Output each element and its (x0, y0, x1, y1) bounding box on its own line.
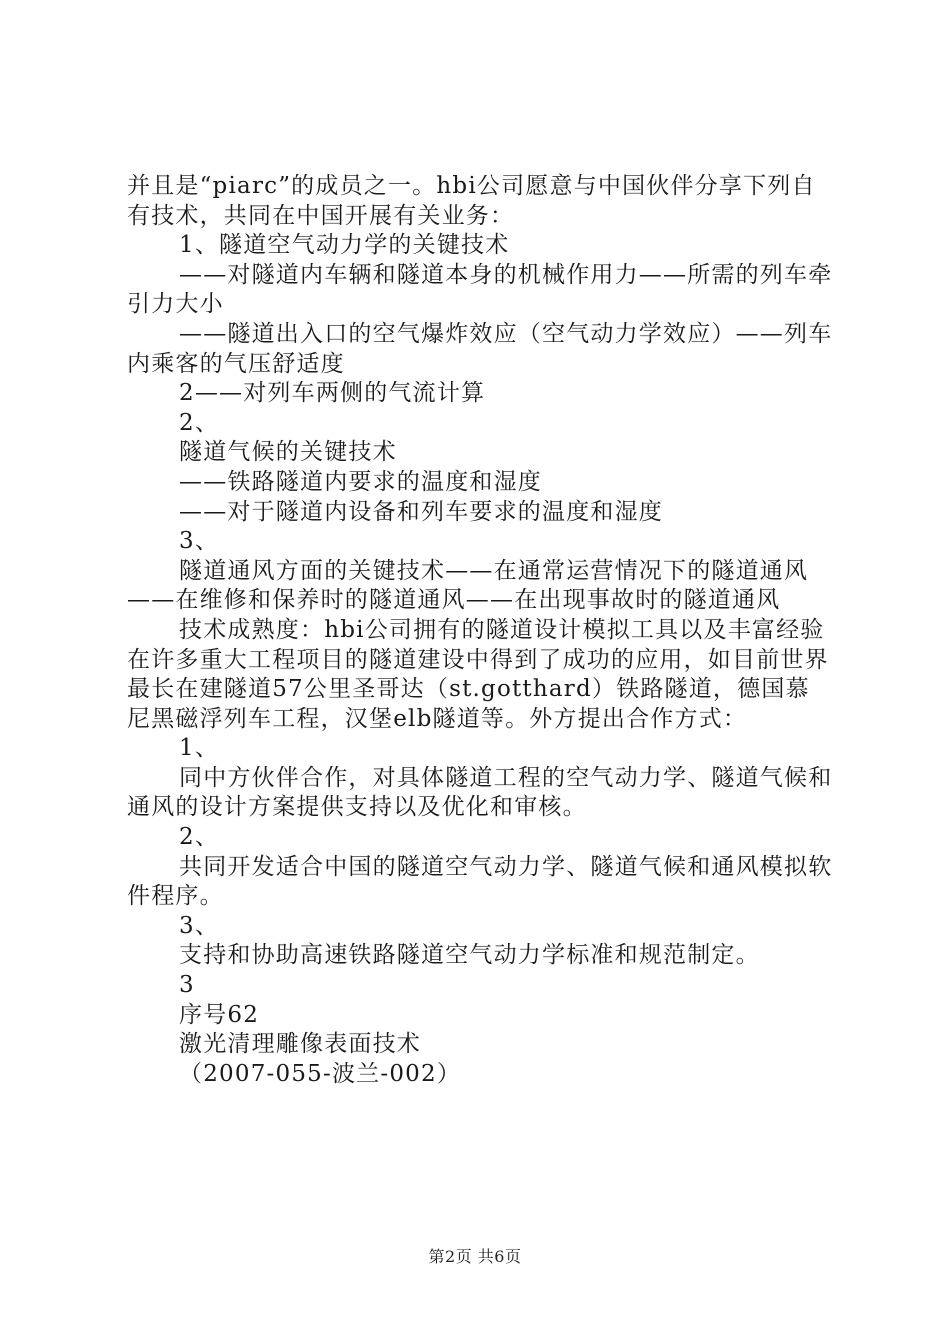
paragraph: 2——对列车两侧的气流计算 (179, 380, 486, 407)
item-number: 3 (179, 972, 195, 999)
list-number: 3、 (179, 528, 220, 555)
paragraph: 技术成熟度：hbi公司拥有的隧道设计模拟工具以及丰富经验在许多重大工程项目的隧道建设中得到了成功的应用，如目前世界最长在建隧道57公里圣哥达（st.gotthard）铁路隧道，德国慕尼黑磁浮列车工程，汉堡elb隧道等。外方提出合作方式： (127, 616, 829, 732)
paragraph: ——铁路隧道内要求的温度和湿度 (179, 468, 542, 495)
paragraph: ——对于隧道内设备和列车要求的温度和湿度 (179, 498, 663, 525)
list-number: 1、 (179, 735, 220, 762)
serial-number: 序号62 (179, 1001, 260, 1028)
page-footer (0, 1244, 950, 1267)
list-number: 2、 (179, 824, 220, 851)
paragraph: 共同开发适合中国的隧道空气动力学、隧道气候和通风模拟软件程序。 (127, 853, 833, 910)
list-number: 3、 (179, 912, 220, 939)
list-number: 2、 (179, 409, 220, 436)
paragraph: 并且是“piarc”的成员之一。hbi公司愿意与中国伙伴分享下列自有技术，共同在中国开展有关业务： (127, 173, 816, 229)
paragraph: 隧道通风方面的关键技术——在通常运营情况下的隧道通风——在维修和保养时的隧道通风——在出现事故时的隧道通风 (127, 557, 809, 614)
paragraph: ——隧道出入口的空气爆炸效应（空气动力学效应）——列车内乘客的气压舒适度 (127, 320, 833, 377)
section-heading: 隧道气候的关键技术 (179, 439, 397, 466)
item-title: 激光清理雕像表面技术 (179, 1031, 421, 1058)
paragraph: 支持和协助高速铁路隧道空气动力学标准和规范制定。 (179, 942, 760, 969)
document-body (127, 172, 833, 1089)
item-code: （2007-055-波兰-002） (179, 1060, 462, 1087)
paragraph: 1、隧道空气动力学的关键技术 (179, 232, 510, 259)
page-number: 第2页 共6页 (428, 1247, 522, 1266)
paragraph: 同中方伙伴合作，对具体隧道工程的空气动力学、隧道气候和通风的设计方案提供支持以及优化和审核。 (127, 764, 833, 821)
paragraph: ——对隧道内车辆和隧道本身的机械作用力——所需的列车牵引力大小 (127, 261, 833, 318)
